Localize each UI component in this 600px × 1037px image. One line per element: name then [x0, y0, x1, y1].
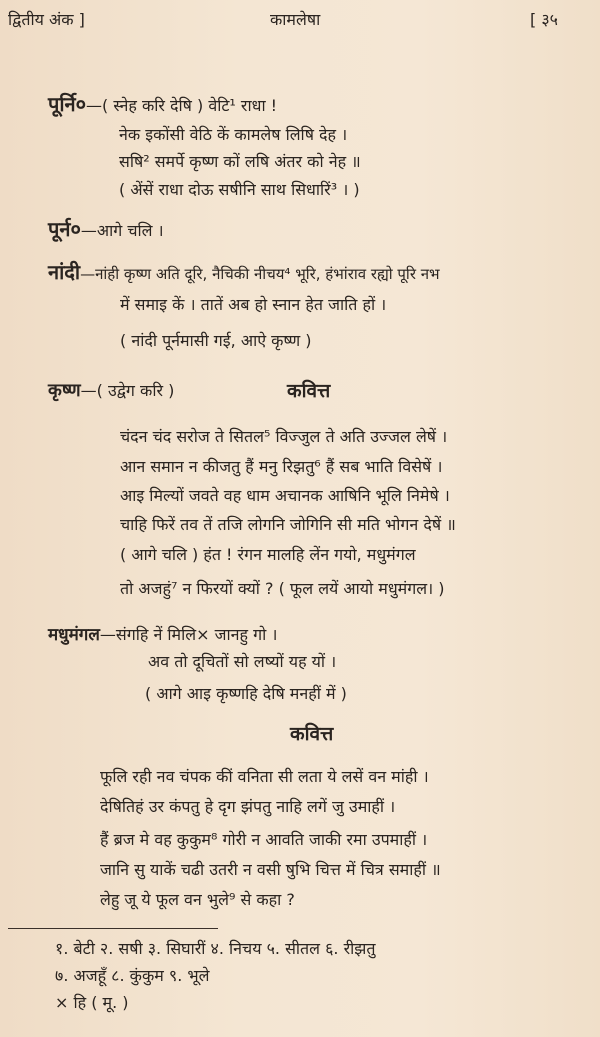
dialogue-purni-2 [48, 215, 164, 242]
running-header-left: द्वितीय अंक ] [8, 10, 85, 29]
stage-direction: ( आगे आइ कृष्णहि देषि मनहीं में ) [145, 684, 347, 703]
speaker-name: मधुमंगल [48, 625, 100, 645]
verse-line: हैं ब्रज मे वह कुकुम⁸ गोरी न आवति जाकी रमा उपमाहीं । [100, 830, 428, 849]
section-heading-kavitt: कवित्त [287, 380, 331, 402]
verse-line: देषितिहं उर कंपतु हे दृग झंपतु नाहि लगें जु उमाहीं । [100, 797, 396, 816]
footnote-divider [8, 928, 218, 929]
dialogue-text: लेहु जू ये फूल वन भुले⁹ से कहा ? [100, 890, 295, 909]
dialogue-text: —नांही कृष्ण अति दूरि, नैचिकी नीचय⁴ भूरि, हंभांराव रह्यो पूरि नभ [80, 265, 440, 283]
dialogue-text: —संगहि नें मिलि× जानहु गो । [99, 625, 278, 644]
verse-line: सषि² समर्पे कृष्ण कों लषि अंतर को नेह ॥ [119, 152, 361, 171]
speaker-name: कृष्ण [48, 380, 81, 401]
stage-direction: ( नांदी पूर्नमासी गई, आऐ कृष्ण ) [120, 331, 312, 350]
speaker-name: नांदी [48, 260, 81, 284]
verse-line: आन समान न कीजतु हैं मनु रिझतु⁶ हैं सब भाति विसेषें । [120, 457, 443, 476]
dialogue-krishna [48, 378, 174, 402]
verse-line: चाहि फिरें तव तें तजि लोगनि जोगिनि सी मति भोगन देषें ॥ [120, 515, 456, 534]
dialogue-text: —( स्नेह करि देषि ) वेटि¹ राधा ! [86, 96, 278, 115]
page-number: [ ३५ [530, 10, 558, 29]
dialogue-text: में समाइ कें । तातें अब हो स्नान हेत जाति हों । [120, 295, 387, 314]
speaker-name: पूर्नि० [48, 92, 87, 116]
verse-line: चंदन चंद सरोज ते सितल⁵ विज्जुल ते अति उज्जल लेषें । [120, 427, 448, 446]
dialogue-text: तो अजहुं⁷ न फिरयों क्यों ? ( फूल लयें आयो मधुमंगल। ) [120, 579, 445, 598]
footnote-line: × हि ( मू. ) [55, 993, 129, 1012]
footnote-line: १. बेटी २. सषी ३. सिघारीं ४. निचय ५. सीतल ६. रीझतु [55, 939, 376, 958]
dialogue-nandi [48, 258, 440, 285]
dialogue-purni-1 [48, 90, 277, 117]
speaker-name: पूर्न० [48, 217, 81, 241]
dialogue-text: अव तो दूचितों सो लष्यों यह यों । [148, 652, 337, 671]
verse-line: आइ मिल्यों जवते वह धाम अचानक आषिनि भूलि निमेषे । [120, 486, 450, 505]
verse-line: नेक इकोंसी वेठि कें कामलेष लिषि देह । [119, 125, 348, 144]
dialogue-text: ( आगे चलि ) हंत ! रंगन मालहि लेंन गयो, मधुमंगल [120, 545, 416, 564]
dialogue-text: —आगे चलि । [80, 221, 164, 240]
running-header-title: कामलेषा [270, 10, 321, 29]
dialogue-madhumangal [48, 622, 277, 645]
stage-direction: ( अेंसें राधा दोऊ सषीनि साथ सिधारिं³ । ) [119, 180, 360, 199]
stage-direction: —( उद्वेग करि ) [80, 381, 175, 400]
section-heading-kavitt: कवित्त [290, 723, 334, 745]
verse-line: फूलि रही नव चंपक कीं वनिता सी लता ये लसें वन मांही । [100, 767, 429, 786]
footnote-line: ७. अजहूँ ८. कुंकुम ९. भूले [55, 966, 210, 985]
verse-line: जानि सु याकें चढी उतरी न वसी षुभि चित्त में चित्र समाहीं ॥ [100, 860, 441, 879]
